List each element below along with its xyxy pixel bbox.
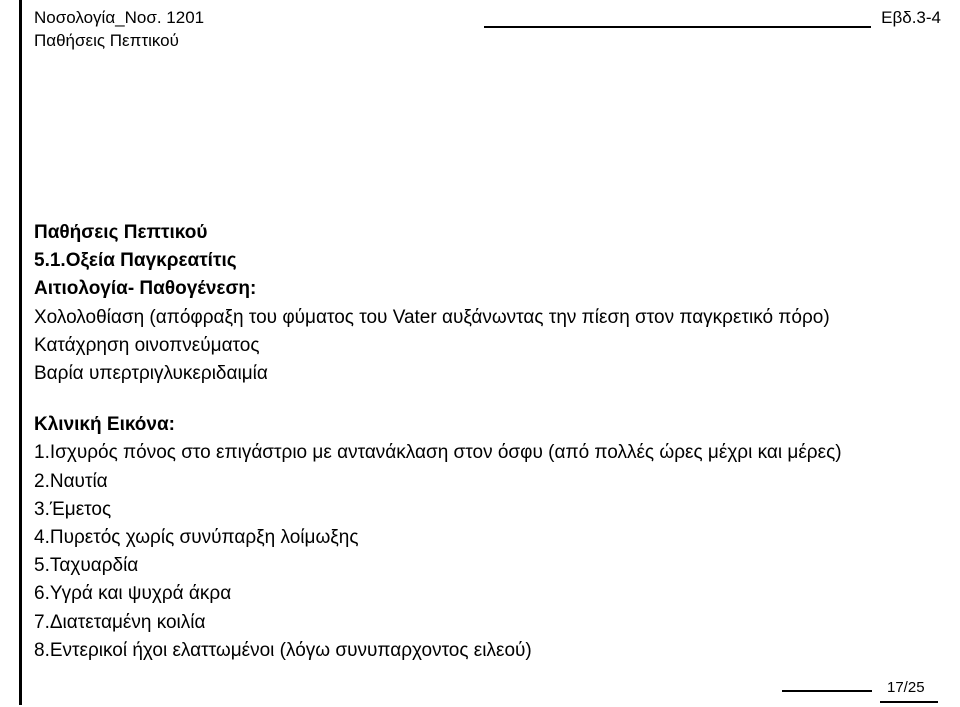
course-subject: Παθήσεις Πεπτικού [34,31,179,50]
etiology-item: Χολολοθίαση (απόφραξη του φύματος του Vater αυξάνωντας την πίεση στον παγκρετικό πόρο) [34,306,830,328]
week-label: Εβδ.3-4 [881,8,941,27]
section-heading: 5.1.Οξεία Παγκρεατίτις [34,250,237,272]
course-code: Νοσολογία_Νοσ. 1201 [34,8,205,27]
clinical-heading: Κλινική Εικόνα: [34,414,175,436]
clinical-item: 3.Έμετος [34,498,112,520]
clinical-item: 5.Ταχυαρδία [34,555,139,577]
clinical-item: 1.Ισχυρός πόνος στο επιγάστριο με αντανάκλαση στον όσφυ (από πολλές ώρες μέχρι και μέρες) [34,442,842,464]
slide-body [34,219,842,665]
etiology-item: Βαρία υπερτριγλυκεριδαιμία [34,363,268,385]
page-number-underline [880,701,938,703]
clinical-item: 7.Διατεταμένη κοιλία [34,611,206,633]
clinical-item: 4.Πυρετός χωρίς συνύπαρξη λοίμωξης [34,527,359,549]
header-rule [484,26,871,28]
header-left [34,6,204,52]
slide-title: Παθήσεις Πεπτικού [34,222,208,243]
clinical-item: 6.Υγρά και ψυχρά άκρα [34,583,232,605]
etiology-item: Κατάχρηση οινοπνεύματος [34,334,260,356]
footer-rule [782,690,872,692]
clinical-item: 8.Εντερικοί ήχοι ελαττωμένοι (λόγω συνυπαρχοντος ειλεού) [34,639,532,661]
left-margin-rule [19,0,22,705]
clinical-item: 2.Ναυτία [34,470,108,492]
page-number: 17/25 [887,679,925,696]
etiology-heading: Αιτιολογία- Παθογένεση: [34,278,257,300]
spacer [34,388,842,411]
